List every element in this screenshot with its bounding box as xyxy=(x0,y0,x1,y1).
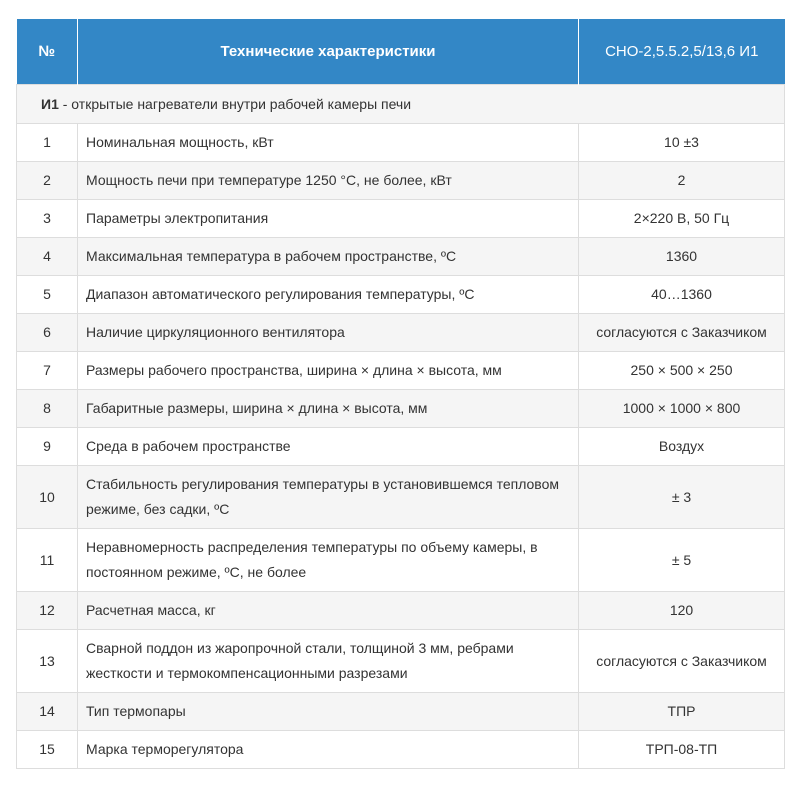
header-number: № xyxy=(17,19,78,85)
row-value: 2×220 В, 50 Гц xyxy=(579,200,785,238)
row-spec: Стабильность регулирования температуры в установившемся тепловом режиме, без садки, ºС xyxy=(78,466,579,529)
row-number: 13 xyxy=(17,630,78,693)
table-row xyxy=(17,529,785,592)
row-number: 12 xyxy=(17,592,78,630)
table-row xyxy=(17,124,785,162)
table-row xyxy=(17,390,785,428)
row-number: 3 xyxy=(17,200,78,238)
row-spec: Максимальная температура в рабочем пространстве, ºС xyxy=(78,238,579,276)
row-value: 120 xyxy=(579,592,785,630)
row-value: 10 ±3 xyxy=(579,124,785,162)
row-number: 14 xyxy=(17,693,78,731)
table-row xyxy=(17,466,785,529)
header-spec: Технические характеристики xyxy=(78,19,579,85)
table-row xyxy=(17,731,785,769)
row-spec: Размеры рабочего пространства, ширина × длина × высота, мм xyxy=(78,352,579,390)
row-number: 15 xyxy=(17,731,78,769)
row-spec: Среда в рабочем пространстве xyxy=(78,428,579,466)
row-value: ТПР xyxy=(579,693,785,731)
row-number: 5 xyxy=(17,276,78,314)
table-row xyxy=(17,428,785,466)
table-row xyxy=(17,314,785,352)
section-cell xyxy=(17,85,785,124)
table-row xyxy=(17,630,785,693)
row-value: 1360 xyxy=(579,238,785,276)
row-value: согласуются с Заказчиком xyxy=(579,314,785,352)
row-value: 250 × 500 × 250 xyxy=(579,352,785,390)
section-row xyxy=(17,85,785,124)
row-number: 6 xyxy=(17,314,78,352)
table-row xyxy=(17,162,785,200)
row-spec: Наличие циркуляционного вентилятора xyxy=(78,314,579,352)
row-value: ТРП-08-ТП xyxy=(579,731,785,769)
header-model: СНО-2,5.5.2,5/13,6 И1 xyxy=(579,19,785,85)
row-value: 2 xyxy=(579,162,785,200)
section-code: И1 xyxy=(41,95,59,112)
row-value: согласуются с Заказчиком xyxy=(579,630,785,693)
row-spec: Габаритные размеры, ширина × длина × высота, мм xyxy=(78,390,579,428)
table-row xyxy=(17,352,785,390)
row-number: 2 xyxy=(17,162,78,200)
row-spec: Марка терморегулятора xyxy=(78,731,579,769)
row-value: Воздух xyxy=(579,428,785,466)
row-number: 11 xyxy=(17,529,78,592)
row-spec: Расчетная масса, кг xyxy=(78,592,579,630)
row-spec: Номинальная мощность, кВт xyxy=(78,124,579,162)
row-value: 1000 × 1000 × 800 xyxy=(579,390,785,428)
row-number: 4 xyxy=(17,238,78,276)
table-row xyxy=(17,238,785,276)
table-row xyxy=(17,276,785,314)
row-spec: Параметры электропитания xyxy=(78,200,579,238)
row-number: 9 xyxy=(17,428,78,466)
row-number: 10 xyxy=(17,466,78,529)
spec-table xyxy=(16,19,785,769)
row-value: ± 3 xyxy=(579,466,785,529)
row-spec: Тип термопары xyxy=(78,693,579,731)
row-value: ± 5 xyxy=(579,529,785,592)
row-number: 7 xyxy=(17,352,78,390)
spec-table-container xyxy=(16,19,784,769)
row-number: 1 xyxy=(17,124,78,162)
table-header xyxy=(17,19,785,85)
row-spec: Сварной поддон из жаропрочной стали, толщиной 3 мм, ребрами жесткости и термокомпенсационными разрезами xyxy=(78,630,579,693)
row-number: 8 xyxy=(17,390,78,428)
section-text: - открытые нагреватели внутри рабочей камеры печи xyxy=(58,95,412,112)
table-row xyxy=(17,592,785,630)
table-row xyxy=(17,693,785,731)
row-value: 40…1360 xyxy=(579,276,785,314)
row-spec: Неравномерность распределения температуры по объему камеры, в постоянном режиме, ºС, не более xyxy=(78,529,579,592)
row-spec: Мощность печи при температуре 1250 °С, не более, кВт xyxy=(78,162,579,200)
table-row xyxy=(17,200,785,238)
table-body xyxy=(17,85,785,769)
row-spec: Диапазон автоматического регулирования температуры, ºС xyxy=(78,276,579,314)
